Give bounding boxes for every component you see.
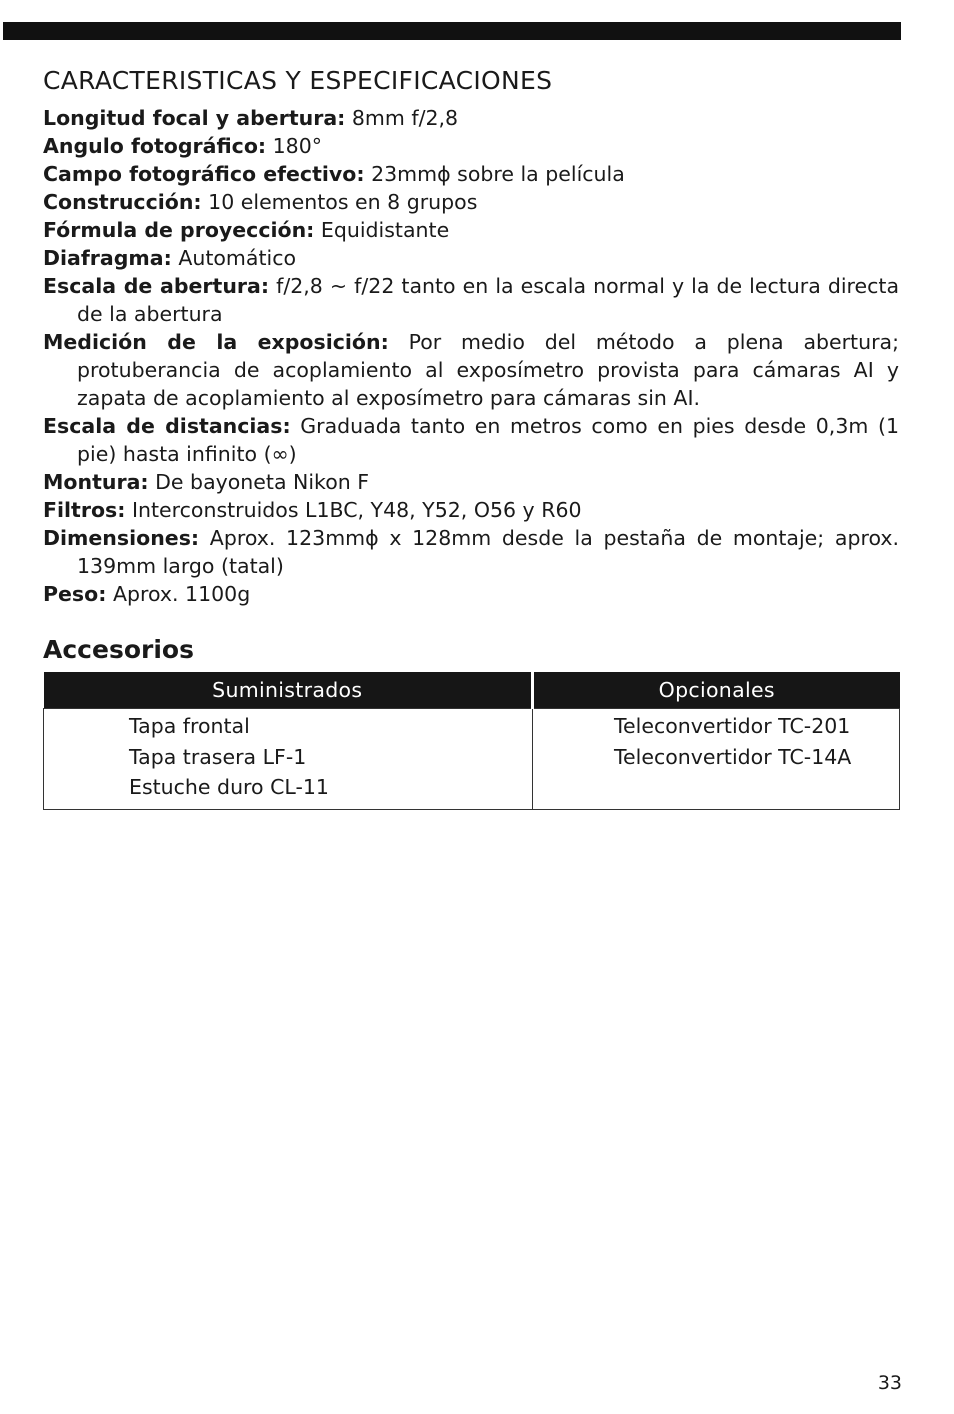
spec-value: 10 elementos en 8 grupos: [201, 190, 478, 214]
spec-value: Graduada tanto en metros como en pies desde 0,3m (1 pie) hasta infinito (∞): [77, 414, 899, 466]
page-content: [43, 64, 899, 810]
page-number: 33: [877, 1372, 902, 1394]
spec-value: Aprox. 1100g: [106, 582, 251, 606]
optional-cell: [533, 709, 900, 810]
spec-weight: [43, 580, 899, 608]
spec-list: [43, 104, 899, 608]
section-title: CARACTERISTICAS Y ESPECIFICACIONES: [43, 66, 553, 95]
spec-field: [43, 160, 899, 188]
accessories-table: [43, 672, 900, 810]
header-optional: Opcionales: [533, 672, 900, 709]
spec-label: Angulo fotográfico:: [43, 134, 267, 158]
spec-filters: [43, 496, 899, 524]
spec-label: Campo fotográfico efectivo:: [43, 162, 365, 186]
optional-item: Teleconvertidor TC-14A: [614, 744, 852, 769]
spec-value: f/2,8 ~ f/22 tanto en la escala normal y la de lectura directa de la abertura: [77, 274, 900, 326]
spec-label: Medición de la exposición:: [43, 330, 389, 354]
spec-value: De bayoneta Nikon F: [148, 470, 370, 494]
spec-value: Automático: [171, 246, 297, 270]
spec-label: Peso:: [43, 582, 107, 606]
spec-exposure: [43, 328, 899, 412]
spec-label: Fórmula de proyección:: [43, 218, 315, 242]
spec-label: Escala de distancias:: [43, 414, 291, 438]
supplied-cell: [44, 709, 533, 810]
spec-label: Montura:: [43, 470, 149, 494]
spec-value: 180°: [266, 134, 323, 158]
spec-label: Dimensiones:: [43, 526, 200, 550]
spec-mount: [43, 468, 899, 496]
spec-label: Escala de abertura:: [43, 274, 270, 298]
spec-aperture-scale: [43, 272, 899, 328]
spec-focal-length: [43, 104, 899, 132]
supplied-item: Tapa frontal: [129, 714, 250, 738]
spec-value: Aprox. 123mmϕ x 128mm desde la pestaña de montaje; aprox. 139mm largo (tatal): [77, 526, 899, 578]
header-supplied: Suministrados: [44, 672, 533, 709]
supplied-item: Tapa trasera LF-1: [129, 744, 307, 769]
accessories-title: Accesorios: [43, 635, 194, 664]
spec-label: Filtros:: [43, 498, 126, 522]
spec-dimensions: [43, 524, 899, 580]
spec-construction: [43, 188, 899, 216]
spec-label: Diafragma:: [43, 246, 172, 270]
spec-value: 23mmϕ sobre la película: [364, 162, 625, 186]
spec-value: Por medio del método a plena abertura; protuberancia de acoplamiento al exposímetro provista para cámaras AI y zapata de acoplamiento al exposímetro para cámaras sin AI.: [77, 330, 899, 410]
spec-distance-scale: [43, 412, 899, 468]
supplied-item: Estuche duro CL-11: [129, 775, 329, 799]
spec-value: 8mm f/2,8: [345, 106, 459, 130]
spec-value: Equidistante: [314, 218, 450, 242]
spec-projection: [43, 216, 899, 244]
spec-value: Interconstruidos L1BC, Y48, Y52, O56 y R60: [125, 498, 582, 522]
spec-angle: [43, 132, 899, 160]
spec-label: Construcción:: [43, 190, 202, 214]
spec-label: Longitud focal y abertura:: [43, 106, 346, 130]
top-decorative-bar: [3, 22, 901, 40]
optional-item: Teleconvertidor TC-201: [614, 714, 851, 738]
spec-diaphragm: [43, 244, 899, 272]
